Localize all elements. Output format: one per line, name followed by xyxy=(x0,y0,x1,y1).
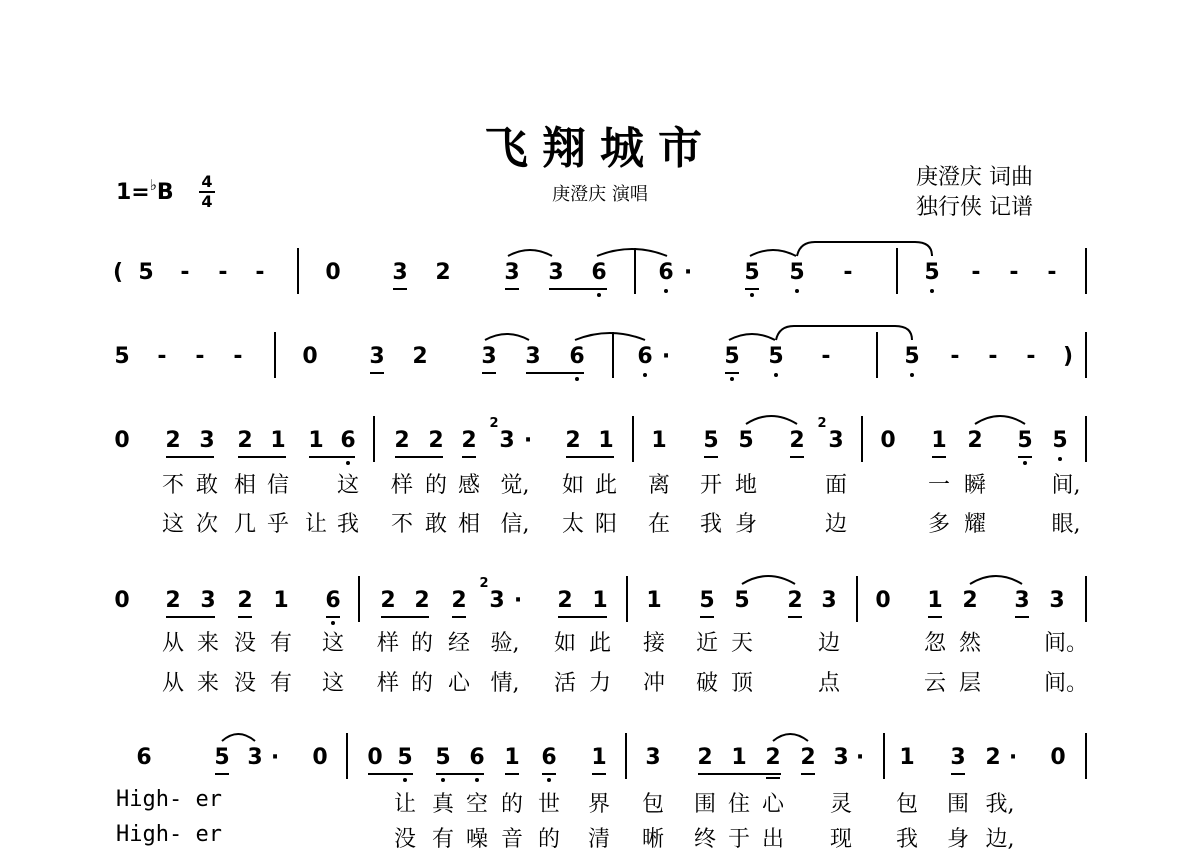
note: 3 xyxy=(548,260,564,285)
note: 5 xyxy=(699,588,715,613)
notation-line-1 xyxy=(0,260,1200,310)
note: 1 xyxy=(273,588,289,613)
note: 3 xyxy=(247,745,263,770)
lyric-syllable: 世 xyxy=(537,792,561,817)
lyric-syllable: 面 xyxy=(824,473,848,498)
dash: - xyxy=(1009,260,1019,285)
lyric-syllable: 感 xyxy=(457,473,481,498)
lyric-syllable: 的 xyxy=(500,792,524,817)
low-octave-dot xyxy=(597,293,601,297)
lyric-syllable: 的 xyxy=(410,631,434,656)
note: 3 xyxy=(499,428,515,453)
lyric-syllable: 一 xyxy=(927,473,951,498)
augmentation-dot: · xyxy=(683,260,693,285)
lyric-syllable: 活 xyxy=(553,671,577,696)
lyric-syllable: 围 xyxy=(693,792,717,817)
lyric-syllable: 多 xyxy=(927,512,951,537)
grace-note: 2 xyxy=(479,576,489,591)
note: 2 xyxy=(414,588,430,613)
note: 0 xyxy=(325,260,341,285)
note: 6 xyxy=(658,260,674,285)
note: 2 xyxy=(165,588,181,613)
low-octave-dot xyxy=(730,377,734,381)
note: 3 xyxy=(950,745,966,770)
lyric-syllable: 的 xyxy=(424,473,448,498)
lyric-syllable: 有 xyxy=(269,671,293,696)
low-octave-dot xyxy=(403,778,407,782)
paren-open: ( xyxy=(112,260,124,285)
lyric-syllable: 界 xyxy=(587,792,611,817)
note: 2 xyxy=(451,588,467,613)
key-prefix: 1= xyxy=(116,180,150,205)
lyric-syllable: 此 xyxy=(588,631,612,656)
note: 3 xyxy=(833,745,849,770)
note: 5 xyxy=(114,344,130,369)
note: 1 xyxy=(504,745,520,770)
note: 1 xyxy=(651,428,667,453)
note: 3 xyxy=(525,344,541,369)
underline xyxy=(788,616,802,618)
lyrics-line-5-verse-2-cn xyxy=(0,822,1200,850)
note: 2 xyxy=(394,428,410,453)
lyric-syllable: 这 xyxy=(321,631,345,656)
note: 6 xyxy=(591,260,607,285)
note: 3 xyxy=(1014,588,1030,613)
note: 3 xyxy=(481,344,497,369)
note: 2 xyxy=(237,588,253,613)
lyric-syllable: 这 xyxy=(321,671,345,696)
paren-close: ) xyxy=(1062,344,1074,369)
augmentation-dot: · xyxy=(523,428,533,453)
note: 2 xyxy=(461,428,477,453)
dash: - xyxy=(195,344,205,369)
lyric-syllable: 如 xyxy=(553,631,577,656)
slurs xyxy=(0,717,1200,747)
underline xyxy=(1018,456,1032,458)
note: 6 xyxy=(340,428,356,453)
lyric-syllable: 真 xyxy=(431,792,455,817)
lyric-syllable: 天 xyxy=(730,631,754,656)
song-title: 飞翔城市 xyxy=(484,123,716,174)
lyric-syllable: 相 xyxy=(233,473,257,498)
lyric-syllable: 经 xyxy=(447,631,471,656)
lyric-syllable: 间。 xyxy=(1043,671,1089,696)
underline xyxy=(704,456,718,458)
note: 2 xyxy=(697,745,713,770)
note: 3 xyxy=(828,428,844,453)
lyric-syllable: 清 xyxy=(587,827,611,852)
lyric-syllable: 不 xyxy=(161,473,185,498)
note: 1 xyxy=(591,745,607,770)
low-octave-dot xyxy=(547,778,551,782)
note: 5 xyxy=(1052,428,1068,453)
key-signature xyxy=(116,176,174,205)
note: 3 xyxy=(821,588,837,613)
lyric-syllable: 我 xyxy=(699,512,723,537)
note: 6 xyxy=(569,344,585,369)
note: 3 xyxy=(200,588,216,613)
low-octave-dot xyxy=(441,778,445,782)
lyric-syllable: 我, xyxy=(985,792,1015,817)
lyric-syllable: 间。 xyxy=(1043,631,1089,656)
lyric-syllable: 破 xyxy=(695,671,719,696)
lyric-syllable: 边 xyxy=(824,512,848,537)
lyric-syllable: 次 xyxy=(195,512,219,537)
lyric-syllable: 验, xyxy=(490,631,520,656)
lyric-syllable: 力 xyxy=(588,671,612,696)
underline xyxy=(393,288,407,290)
note: 6 xyxy=(541,745,557,770)
underline xyxy=(452,616,466,618)
lyric-syllable: 信, xyxy=(500,512,530,537)
note: 5 xyxy=(214,745,230,770)
lyric-syllable: 层 xyxy=(958,671,982,696)
lyric-syllable: 此 xyxy=(594,473,618,498)
lyric-syllable: 晰 xyxy=(641,827,665,852)
note: 3 xyxy=(369,344,385,369)
lyric-syllable: 云 xyxy=(923,671,947,696)
lyric-syllable: 没 xyxy=(393,827,417,852)
lyric-syllable: 住 xyxy=(727,792,751,817)
lyric-syllable: 来 xyxy=(196,631,220,656)
grace-note: 2 xyxy=(489,416,499,431)
underline xyxy=(238,456,286,458)
underline xyxy=(592,773,606,775)
lyric-syllable: 乎 xyxy=(266,512,290,537)
slurs xyxy=(0,232,1200,262)
note: 5 xyxy=(738,428,754,453)
underline xyxy=(238,616,252,618)
underline xyxy=(932,456,946,458)
note: 5 xyxy=(904,344,920,369)
lyric-syllable: 在 xyxy=(647,512,671,537)
note: 3 xyxy=(489,588,505,613)
note: 5 xyxy=(744,260,760,285)
lyric-syllable: 情, xyxy=(490,671,520,696)
lyric-syllable: 这 xyxy=(336,473,360,498)
underline xyxy=(505,288,519,290)
underline xyxy=(951,773,965,775)
underline xyxy=(370,372,384,374)
key-note: B xyxy=(156,180,174,205)
dash: - xyxy=(1026,344,1036,369)
low-octave-dot xyxy=(795,289,799,293)
lyric-syllable: 围 xyxy=(946,792,970,817)
lyric-syllable: 信 xyxy=(266,473,290,498)
lyric-syllable: 样 xyxy=(390,473,414,498)
note: 0 xyxy=(312,745,328,770)
lyric-syllable: 耀 xyxy=(963,512,987,537)
note: 0 xyxy=(114,588,130,613)
lyric-syllable: 样 xyxy=(376,671,400,696)
dash: - xyxy=(821,344,831,369)
note: 0 xyxy=(1050,745,1066,770)
note: 1 xyxy=(270,428,286,453)
underline xyxy=(215,773,229,775)
lyric-syllable: 近 xyxy=(695,631,719,656)
lyric-syllable: 心 xyxy=(761,792,785,817)
underline xyxy=(700,616,714,618)
note: 2 xyxy=(565,428,581,453)
note: 2 xyxy=(985,745,1001,770)
underline xyxy=(766,777,780,779)
note: 2 xyxy=(557,588,573,613)
dash: - xyxy=(233,344,243,369)
note: 3 xyxy=(1049,588,1065,613)
lyric-english: High- er xyxy=(116,787,222,812)
note: 2 xyxy=(380,588,396,613)
note: 5 xyxy=(734,588,750,613)
note: 6 xyxy=(637,344,653,369)
lyric-syllable: 冲 xyxy=(642,671,666,696)
low-octave-dot xyxy=(1023,461,1027,465)
note: 0 xyxy=(302,344,318,369)
note: 3 xyxy=(504,260,520,285)
time-denominator: 4 xyxy=(201,192,213,211)
lyric-syllable: 接 xyxy=(642,631,666,656)
lyric-syllable: 灵 xyxy=(829,792,853,817)
lyric-syllable: 开 xyxy=(699,473,723,498)
underline xyxy=(928,616,942,618)
note: 2 xyxy=(967,428,983,453)
lyric-syllable: 离 xyxy=(647,473,671,498)
low-octave-dot xyxy=(475,778,479,782)
note: 5 xyxy=(435,745,451,770)
low-octave-dot xyxy=(774,373,778,377)
note: 2 xyxy=(237,428,253,453)
dash: - xyxy=(157,344,167,369)
lyric-syllable: 身 xyxy=(946,827,970,852)
underline xyxy=(698,773,781,775)
note: 1 xyxy=(899,745,915,770)
notation-credit: 独行侠 记谱 xyxy=(916,195,1033,220)
low-octave-dot xyxy=(575,377,579,381)
underline xyxy=(436,773,484,775)
note: 2 xyxy=(435,260,451,285)
note: 0 xyxy=(880,428,896,453)
note: 5 xyxy=(1017,428,1033,453)
lyric-syllable: 忽 xyxy=(923,631,947,656)
note: 1 xyxy=(646,588,662,613)
lyric-syllable: 有 xyxy=(431,827,455,852)
lyric-syllable: 边 xyxy=(817,631,841,656)
note: 1 xyxy=(592,588,608,613)
note: 2 xyxy=(428,428,444,453)
underline xyxy=(368,773,413,775)
lyric-syllable: 眼, xyxy=(1051,512,1081,537)
note: 2 xyxy=(787,588,803,613)
note: 5 xyxy=(397,745,413,770)
lyric-syllable: 阳 xyxy=(594,512,618,537)
lyric-syllable: 噪 xyxy=(465,827,489,852)
dash: - xyxy=(971,260,981,285)
lyric-syllable: 我 xyxy=(336,512,360,537)
note: 1 xyxy=(308,428,324,453)
time-numerator: 4 xyxy=(201,172,213,191)
lyric-syllable: 包 xyxy=(895,792,919,817)
lyric-syllable: 瞬 xyxy=(963,473,987,498)
lyric-syllable: 没 xyxy=(233,631,257,656)
lyrics-line-3-verse-2 xyxy=(0,507,1200,535)
lyric-syllable: 心 xyxy=(447,671,471,696)
time-signature xyxy=(199,174,215,210)
underline xyxy=(1015,616,1029,618)
lyric-syllable: 空 xyxy=(465,792,489,817)
underline xyxy=(381,616,429,618)
underline xyxy=(326,616,340,618)
note: 5 xyxy=(724,344,740,369)
lyric-syllable: 样 xyxy=(376,631,400,656)
note: 2 xyxy=(962,588,978,613)
note: 5 xyxy=(924,260,940,285)
notation-line-2 xyxy=(0,344,1200,394)
low-octave-dot xyxy=(1058,457,1062,461)
lyric-syllable: 从 xyxy=(161,631,185,656)
note: 1 xyxy=(598,428,614,453)
underline xyxy=(526,372,584,374)
lyric-syllable: 点 xyxy=(817,671,841,696)
lyric-english: High- er xyxy=(116,822,222,847)
lyric-syllable: 于 xyxy=(727,827,751,852)
low-octave-dot xyxy=(910,373,914,377)
dash: - xyxy=(180,260,190,285)
augmentation-dot: · xyxy=(270,745,280,770)
note: 5 xyxy=(789,260,805,285)
grace-note: 2 xyxy=(817,416,827,431)
low-octave-dot xyxy=(346,461,350,465)
lyrics-line-4-verse-1 xyxy=(0,626,1200,654)
note: 1 xyxy=(927,588,943,613)
underline xyxy=(462,456,476,458)
lyric-syllable: 如 xyxy=(561,473,585,498)
lyric-syllable: 然 xyxy=(958,631,982,656)
lyric-syllable: 从 xyxy=(161,671,185,696)
lyric-syllable: 没 xyxy=(233,671,257,696)
lyrics-line-3-verse-1 xyxy=(0,468,1200,496)
note: 5 xyxy=(703,428,719,453)
lyric-syllable: 音 xyxy=(500,827,524,852)
low-octave-dot xyxy=(664,289,668,293)
lyric-syllable: 终 xyxy=(693,827,717,852)
lyric-syllable: 敢 xyxy=(195,473,219,498)
lyric-syllable: 出 xyxy=(761,827,785,852)
note: 2 xyxy=(765,745,781,770)
note: 6 xyxy=(469,745,485,770)
underline xyxy=(505,773,519,775)
note: 2 xyxy=(412,344,428,369)
note: 6 xyxy=(136,745,152,770)
dash: - xyxy=(255,260,265,285)
lyric-syllable: 边, xyxy=(985,827,1015,852)
slurs xyxy=(0,316,1200,346)
underline xyxy=(482,372,496,374)
underline xyxy=(801,773,815,775)
note: 5 xyxy=(138,260,154,285)
lyric-syllable: 身 xyxy=(734,512,758,537)
lyric-syllable: 间, xyxy=(1051,473,1081,498)
underline xyxy=(166,616,215,618)
note: 3 xyxy=(199,428,215,453)
augmentation-dot: · xyxy=(855,745,865,770)
lyrics-composer-credit: 庚澄庆 词曲 xyxy=(916,165,1033,190)
note: 1 xyxy=(931,428,947,453)
lyric-syllable: 敢 xyxy=(424,512,448,537)
note: 3 xyxy=(392,260,408,285)
lyric-syllable: 相 xyxy=(457,512,481,537)
underline xyxy=(395,456,443,458)
lyric-syllable: 顶 xyxy=(730,671,754,696)
note: 2 xyxy=(800,745,816,770)
note: 0 xyxy=(367,745,383,770)
lyric-syllable: 我 xyxy=(895,827,919,852)
singer-credit: 庚澄庆 演唱 xyxy=(552,184,648,205)
lyric-syllable: 这 xyxy=(161,512,185,537)
note: 0 xyxy=(114,428,130,453)
low-octave-dot xyxy=(930,289,934,293)
low-octave-dot xyxy=(643,373,647,377)
note: 2 xyxy=(165,428,181,453)
slurs xyxy=(0,400,1200,430)
note: 2 xyxy=(789,428,805,453)
credits xyxy=(916,163,1033,223)
low-octave-dot xyxy=(750,293,754,297)
lyric-syllable: 包 xyxy=(641,792,665,817)
note: 0 xyxy=(875,588,891,613)
lyric-syllable: 太 xyxy=(561,512,585,537)
underline xyxy=(745,288,759,290)
augmentation-dot: · xyxy=(513,588,523,613)
flat-symbol: ♭ xyxy=(149,176,157,194)
slurs xyxy=(0,560,1200,590)
lyric-syllable: 现 xyxy=(829,827,853,852)
lyric-syllable: 几 xyxy=(233,512,257,537)
lyric-syllable: 的 xyxy=(537,827,561,852)
dash: - xyxy=(1047,260,1057,285)
lyric-syllable: 不 xyxy=(390,512,414,537)
augmentation-dot: · xyxy=(1008,745,1018,770)
lyric-syllable: 来 xyxy=(196,671,220,696)
dash: - xyxy=(988,344,998,369)
lyric-syllable: 让 xyxy=(304,512,328,537)
underline xyxy=(566,456,614,458)
note: 1 xyxy=(731,745,747,770)
dash: - xyxy=(950,344,960,369)
dash: - xyxy=(218,260,228,285)
note: 5 xyxy=(768,344,784,369)
lyrics-line-5-verse-1-cn xyxy=(0,787,1200,815)
lyric-syllable: 让 xyxy=(393,792,417,817)
underline xyxy=(549,288,607,290)
augmentation-dot: · xyxy=(661,344,671,369)
underline xyxy=(309,456,355,458)
lyric-syllable: 的 xyxy=(410,671,434,696)
underline xyxy=(558,616,607,618)
dash: - xyxy=(843,260,853,285)
note: 3 xyxy=(645,745,661,770)
lyrics-line-4-verse-2 xyxy=(0,666,1200,694)
underline xyxy=(790,456,804,458)
underline xyxy=(725,372,739,374)
note: 6 xyxy=(325,588,341,613)
lyric-syllable: 觉, xyxy=(500,473,530,498)
underline xyxy=(542,773,556,775)
underline xyxy=(166,456,214,458)
lyric-syllable: 地 xyxy=(734,473,758,498)
low-octave-dot xyxy=(331,621,335,625)
lyric-syllable: 有 xyxy=(269,631,293,656)
